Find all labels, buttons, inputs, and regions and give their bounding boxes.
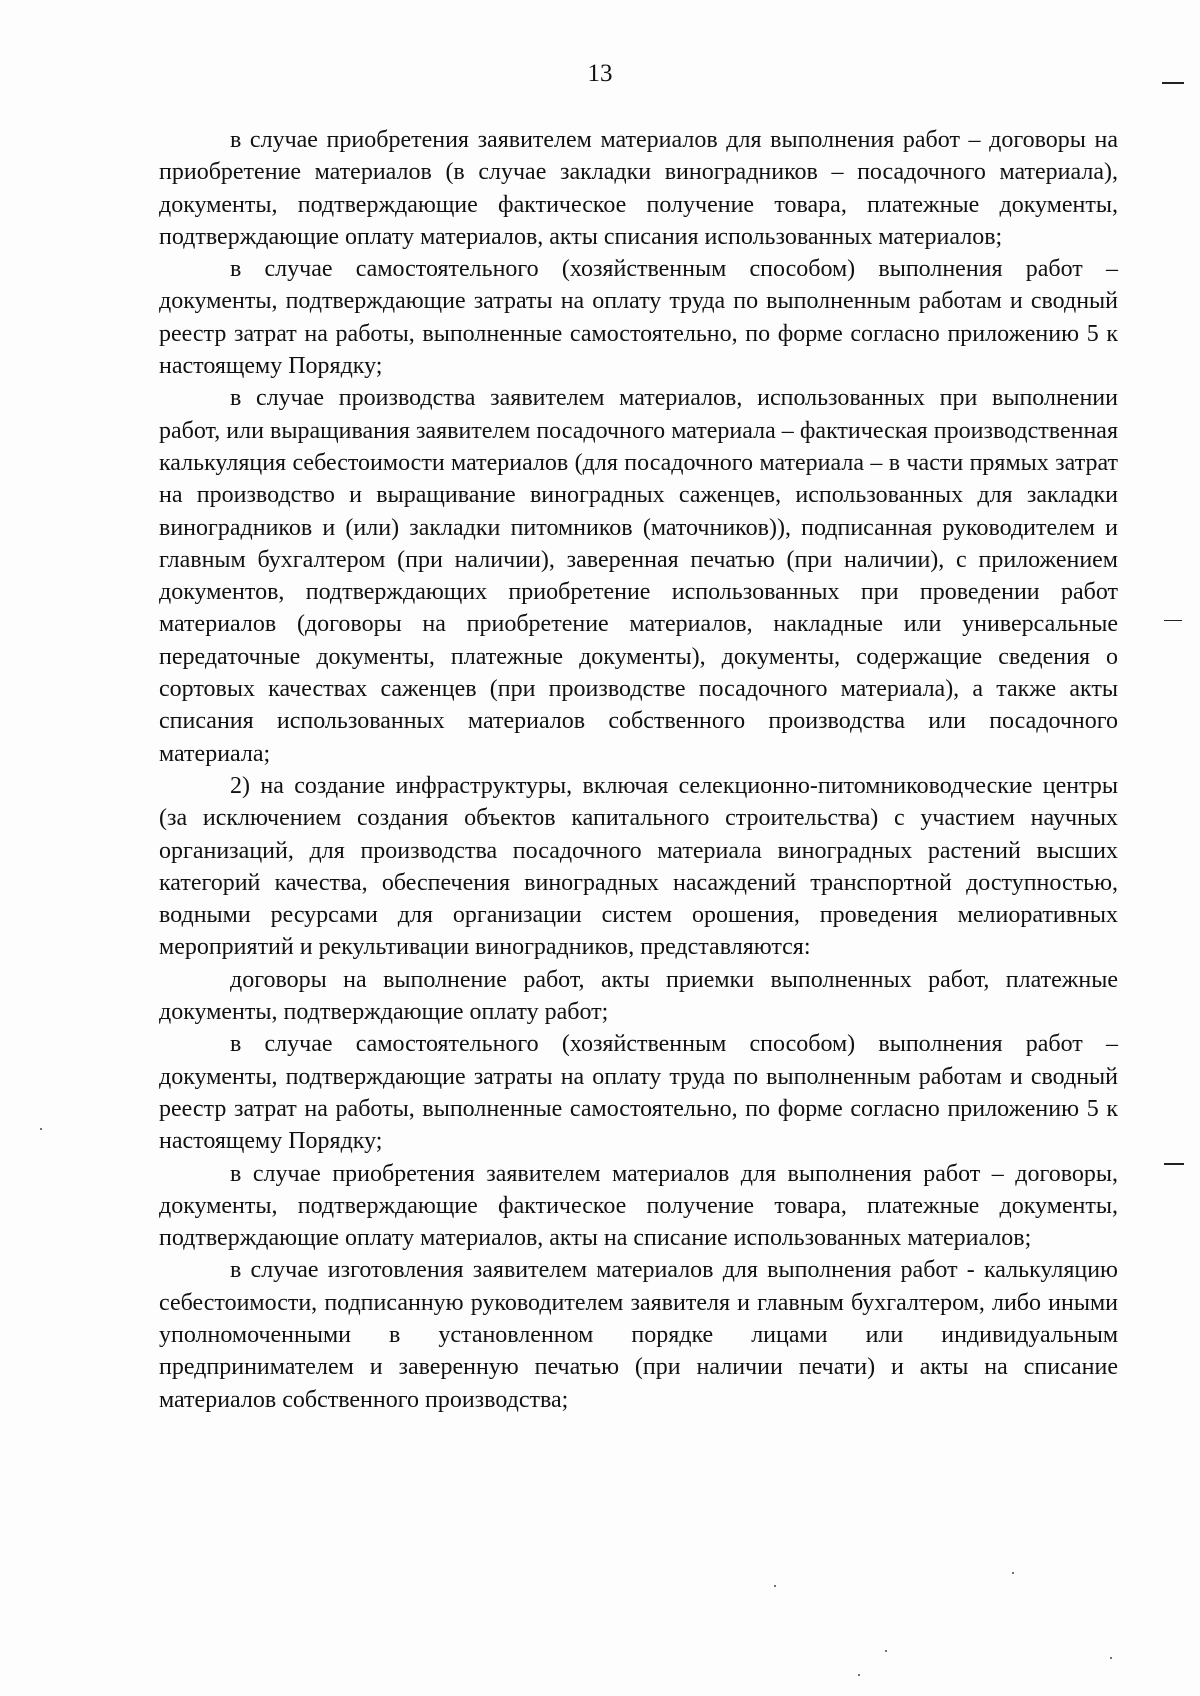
document-body: [159, 124, 1118, 1416]
paragraph: 2) на создание инфраструктуры, включая селекционно-питомниководческие центры (за исключением создания объектов капитального строительства) с участием научных организаций, для производства посадочного материала виноградных растений высших категорий качества, обеспечения виноградных насаждений транспортной доступностью, водными ресурсами для организации систем орошения, проведения мелиоративных мероприятий и рекультивации виноградников, представляются:: [159, 772, 1118, 961]
paragraph: в случае производства заявителем материалов, использованных при выполнении работ, или выращивания заявителем посадочного материала – фактическая производственная калькуляция себестоимости материалов (для посадочного материала – в части прямых затрат на производство и выращивание виноградных саженцев, использованных для закладки виноградников и (или) закладки питомников (маточников)), подписанная руководителем и главным бухгалтером (при наличии), заверенная печатью (при наличии), с приложением документов, подтверждающих приобретение использованных при проведении работ материалов (договоры на приобретение материалов, накладные или универсальные передаточные документы, платежные документы), документы, содержащие сведения о сортовых качествах саженцев (при производстве посадочного материала), а также акты списания использованных материалов собственного производства или посадочного материала;: [159, 385, 1118, 767]
scan-speck: [774, 1585, 776, 1587]
scan-speck: [1012, 1572, 1014, 1574]
page-number: 13: [587, 60, 613, 87]
paragraph: в случае изготовления заявителем материалов для выполнения работ - калькуляцию себестоимости, подписанную руководителем заявителя и главным бухгалтером, либо иными уполномоченными в установленном порядке лицами или индивидуальным предпринимателем и заверенную печатью (при наличии печати) и акты на списание материалов собственного производства;: [159, 1257, 1118, 1413]
scan-speck: [1110, 1657, 1112, 1659]
scan-speck: [858, 1674, 860, 1676]
scan-speck: [885, 1650, 887, 1652]
scan-speck: [40, 1128, 42, 1130]
margin-dash: [1164, 1163, 1184, 1165]
paragraph: в случае приобретения заявителем материалов для выполнения работ – договоры на приобретение материалов (в случае закладки виноградников – посадочного материала), документы, подтверждающие фактическое получение товара, платежные документы, подтверждающие оплату материалов, акты списания использованных материалов;: [159, 127, 1118, 250]
margin-dash: [1164, 620, 1182, 621]
paragraph: в случае самостоятельного (хозяйственным способом) выполнения работ – документы, подтверждающие затраты на оплату труда по выполненным работам и сводный реестр затрат на работы, выполненные самостоятельно, по форме согласно приложению 5 к настоящему Порядку;: [159, 256, 1118, 380]
paragraph: в случае приобретения заявителем материалов для выполнения работ – договоры, документы, подтверждающие фактическое получение товара, платежные документы, подтверждающие оплату материалов, акты на списание использованных материалов;: [159, 1160, 1118, 1252]
paragraph: договоры на выполнение работ, акты приемки выполненных работ, платежные документы, подтверждающие оплату работ;: [159, 966, 1118, 1026]
paragraph: в случае самостоятельного (хозяйственным способом) выполнения работ – документы, подтверждающие затраты на оплату труда по выполненным работам и сводный реестр затрат на работы, выполненные самостоятельно, по форме согласно приложению 5 к настоящему Порядку;: [159, 1031, 1118, 1155]
margin-dash: [1162, 82, 1184, 84]
